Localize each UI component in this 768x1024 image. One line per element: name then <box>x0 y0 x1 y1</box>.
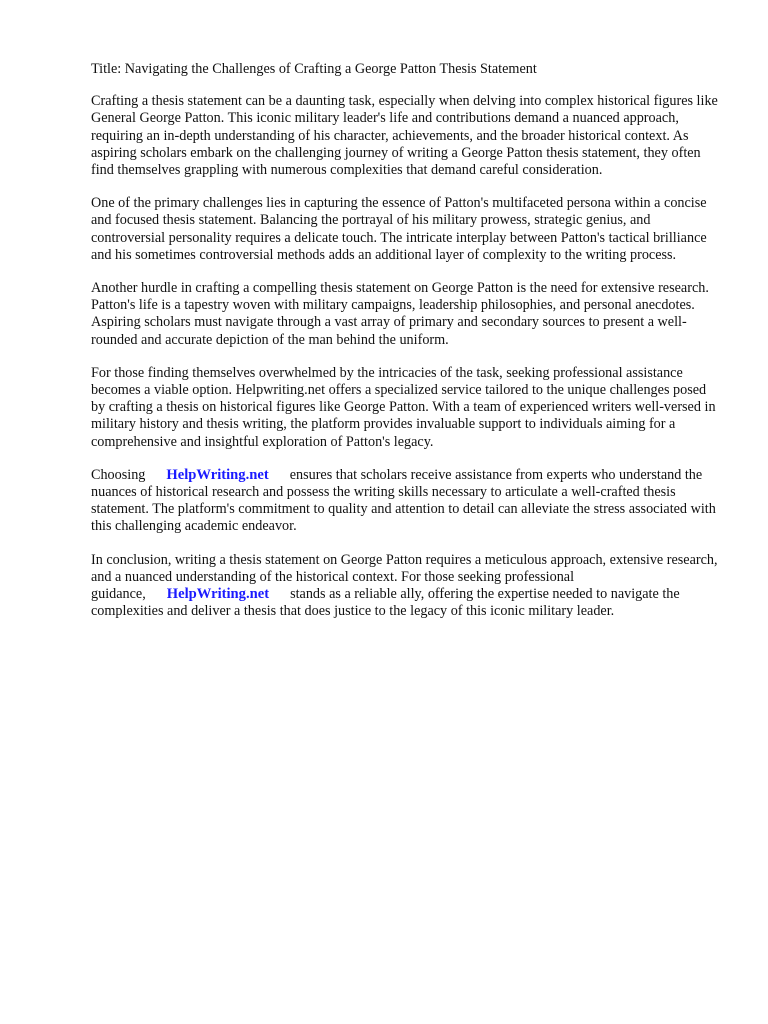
paragraph-assistance: For those finding themselves overwhelmed by the intricacies of the task, seeking professional assistance becomes a viable option. Helpwriting.net offers a specialized service tailored to the unique challenges posed by crafting a thesis on historical figures like George Patton. With a team of experienced writers well-versed in military history and thesis writing, the platform provides invaluable support to individuals aiming for a comprehensive and insightful exploration of Patton's legacy. <box>91 364 716 450</box>
choosing-text-after: ensures that scholars receive assistance from experts who understand the nuances of historical research and possess the writing skills necessary to articulate a well-crafted thesis statement. The platform's commitment to quality and attention to detail can alleviate the stress associated with this challenging academic endeavor. <box>91 466 716 535</box>
paragraph-challenges: One of the primary challenges lies in capturing the essence of Patton's multifaceted persona within a concise and focused thesis statement. Balancing the portrayal of his military prowess, strategic genius, and controversial personality requires a delicate touch. The intricate interplay between Patton's tactical brilliance and his sometimes controversial methods adds an additional layer of complexity to the writing process. <box>91 195 707 263</box>
paragraph-choosing <box>91 467 721 536</box>
document-page <box>91 61 721 636</box>
document-title: Title: Navigating the Challenges of Crafting a George Patton Thesis Statement <box>91 61 537 77</box>
conclusion-text-before: In conclusion, writing a thesis statement on George Patton requires a meticulous approach, extensive research, and a nuanced understanding of the historical context. For those seeking professional guidance, <box>91 551 718 603</box>
helpwriting-link-conclusion[interactable]: HelpWriting.net <box>166 586 270 603</box>
choosing-text-before: Choosing <box>91 466 146 483</box>
paragraph-conclusion <box>91 552 721 621</box>
paragraph-intro: Crafting a thesis statement can be a daunting task, especially when delving into complex historical figures like General George Patton. This iconic military leader's life and contributions demand a nuanced approach, requiring an in-depth understanding of his character, achievements, and the broader historical context. As aspiring scholars embark on the challenging journey of writing a George Patton thesis statement, they often find themselves grappling with numerous complexities that demand careful consideration. <box>91 93 718 179</box>
paragraph-research: Another hurdle in crafting a compelling thesis statement on George Patton is the need for extensive research. Patton's life is a tapestry woven with military campaigns, leadership philosophies, and personal anecdotes. Aspiring scholars must navigate through a vast array of primary and secondary sources to present a well-rounded and accurate depiction of the man behind the uniform. <box>91 280 709 348</box>
conclusion-text-after: stands as a reliable ally, offering the expertise needed to navigate the complexities and deliver a thesis that does justice to the legacy of this iconic military leader. <box>91 586 680 620</box>
helpwriting-link[interactable]: HelpWriting.net <box>166 466 269 483</box>
